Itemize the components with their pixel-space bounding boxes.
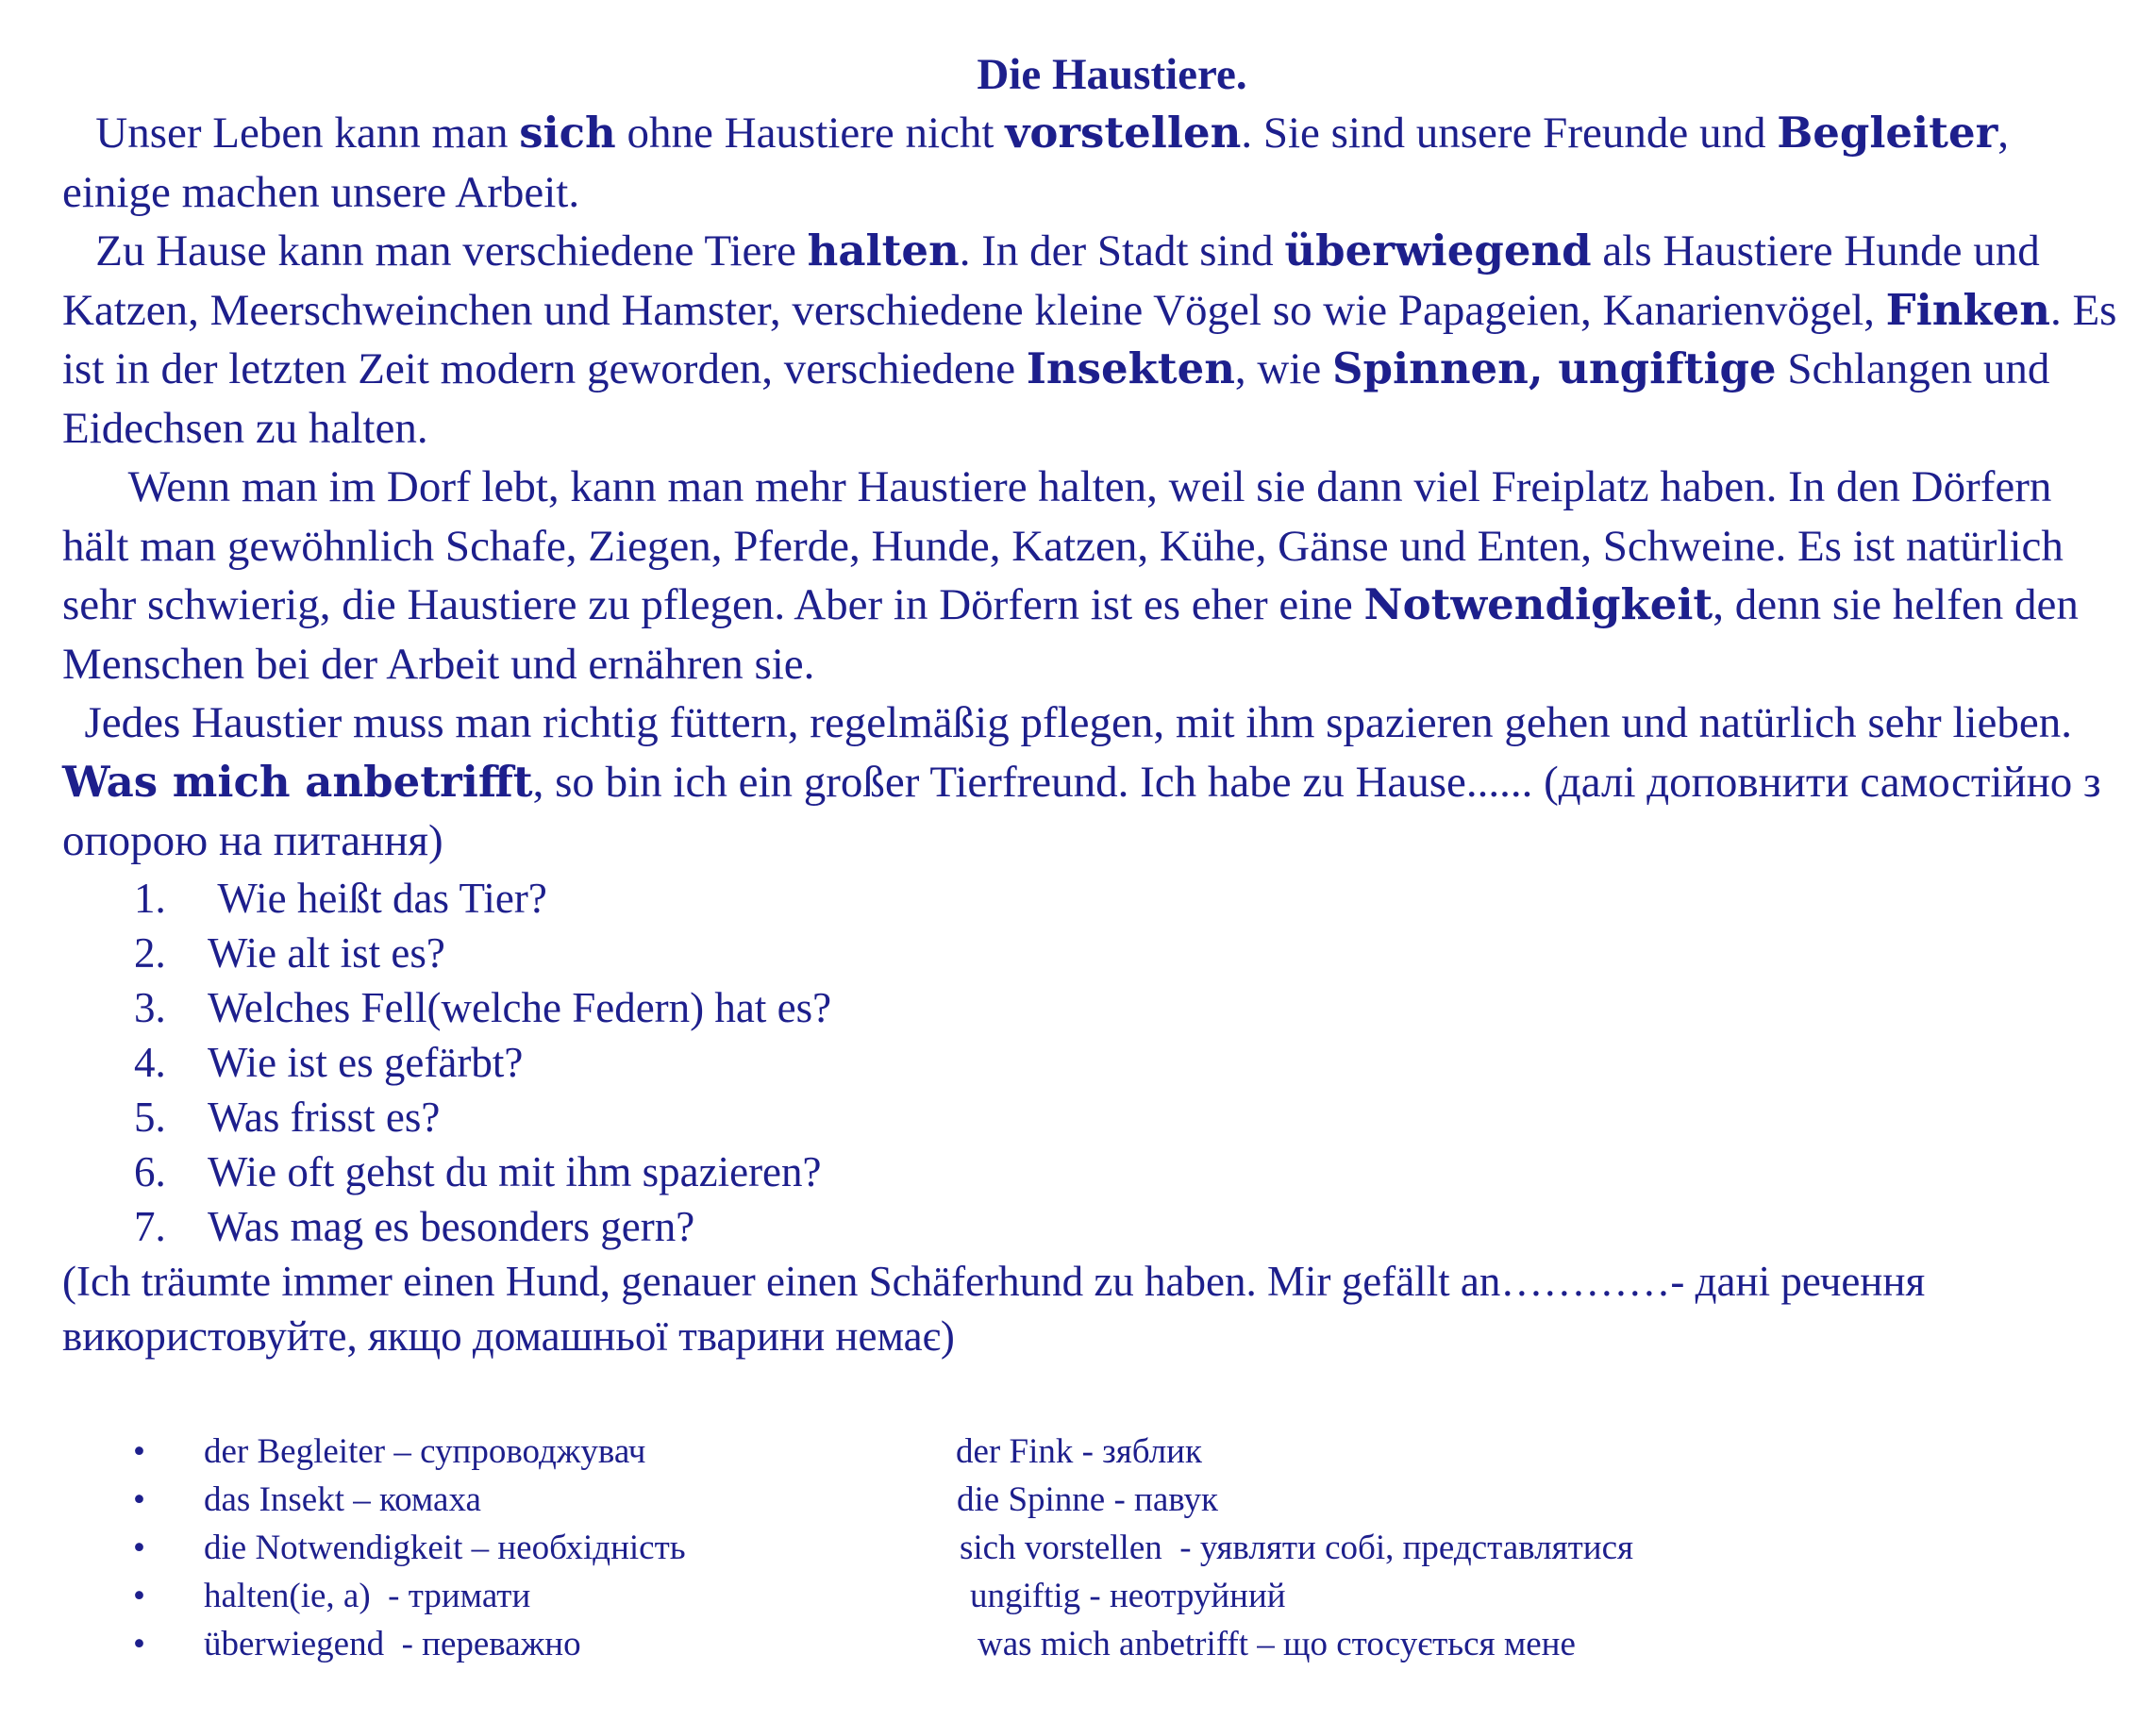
vocabulary-term-left: überwiegend - переважно: [204, 1624, 581, 1663]
text-run: , so bin ich ein großer Tierfreund. Ich habe zu Hause...... (далі доповнити самостійно з опорою на питання): [62, 757, 2101, 865]
question-number: 5.: [134, 1093, 166, 1141]
question-number: 2.: [134, 928, 166, 977]
vocabulary-row: [62, 1428, 2124, 1476]
vocabulary-list: [62, 1428, 2124, 1668]
question-text: Welches Fell(welche Federn) hat es?: [208, 983, 832, 1031]
bold-term: Spinnen, ungiftige: [1332, 343, 1777, 393]
question-text: Wie ist es gefärbt?: [208, 1038, 524, 1086]
vocabulary-term-right: die Spinne - павук: [957, 1479, 1218, 1519]
vocabulary-term-left: das Insekt – комаха: [204, 1479, 481, 1519]
bold-term: Begleiter: [1777, 108, 1998, 158]
question-text: Wie alt ist es?: [208, 928, 445, 977]
text-run: . In der Stadt sind: [959, 226, 1285, 276]
bold-term: überwiegend: [1284, 226, 1592, 276]
question-item: [62, 926, 2124, 980]
bold-term: Insekten: [1026, 343, 1235, 393]
bullet-icon: •: [133, 1479, 145, 1519]
bullet-icon: •: [133, 1576, 145, 1615]
text-run: Unser Leben kann man: [95, 109, 520, 158]
paragraph-indent: [62, 698, 85, 747]
paragraph-indent: [62, 226, 95, 276]
text-run: , wie: [1234, 344, 1333, 393]
vocabulary-term-right: ungiftig - неотруйний: [970, 1576, 1286, 1615]
vocabulary-row: [62, 1620, 2124, 1668]
bullet-icon: •: [133, 1431, 145, 1471]
bold-term: Finken: [1885, 284, 2050, 335]
paragraph-3: [62, 458, 2124, 693]
question-list: [62, 871, 2124, 1254]
question-number: 3.: [134, 983, 166, 1031]
vocabulary-term-left: der Begleiter – супроводжувач: [204, 1431, 646, 1471]
question-number: 4.: [134, 1038, 166, 1086]
text-run: . Sie sind unsere Freunde und: [1241, 109, 1778, 158]
vocabulary-row: [62, 1476, 2124, 1524]
question-text: Wie oft gehst du mit ihm spazieren?: [208, 1147, 822, 1195]
body-text: [62, 104, 2124, 871]
vocabulary-row: [62, 1524, 2124, 1572]
document-page: [62, 45, 2124, 1668]
note-paragraph: (Ich träumte immer einen Hund, genauer einen Schäferhund zu haben. Mir gefällt an…………- дані речення використовуйте, якщо домашньої тварини немає): [62, 1257, 1926, 1360]
bullet-icon: •: [133, 1528, 145, 1567]
question-text: Wie heißt das Tier?: [208, 874, 547, 922]
paragraph-2: [62, 222, 2124, 458]
vocabulary-term-right: was mich anbetrifft – що стосується мене: [978, 1624, 1576, 1663]
bold-term: Was mich anbetrifft: [62, 756, 533, 807]
text-run: Zu Hause kann man verschiedene Tiere: [95, 226, 808, 276]
bold-term: sich: [519, 108, 616, 158]
bullet-icon: •: [133, 1624, 145, 1663]
question-number: 1.: [134, 874, 166, 922]
question-item: [62, 1035, 2124, 1090]
paragraph-4: [62, 693, 2124, 871]
question-number: 6.: [134, 1147, 166, 1195]
question-text: Was frisst es?: [208, 1093, 441, 1141]
question-item: [62, 1145, 2124, 1199]
paragraph-indent: [62, 109, 95, 158]
text-run: Schlangen und Eidechsen zu halten.: [62, 344, 2050, 453]
question-item: [62, 871, 2124, 926]
text-run: , einige machen unsere Arbeit.: [62, 109, 2010, 217]
document-title: Die Haustiere.: [977, 50, 1247, 99]
vocabulary-term-left: halten(ie, a) - тримати: [204, 1576, 531, 1615]
text-run: Wenn man im Dorf lebt, kann man mehr Haustiere halten, weil sie dann viel Freiplatz haben. In den Dörfern hält man gewöhnlich Schafe, Ziegen, Pferde, Hunde, Katzen, Kühe, Gänse und Enten, Schweine. Es ist natürlich sehr schwierig, die Haustiere zu pflegen. Aber in Dörfern ist es eher eine: [62, 462, 2064, 629]
question-item: [62, 980, 2124, 1035]
text-run: ohne Haustiere nicht: [615, 109, 1006, 158]
vocabulary-term-right: der Fink - зяблик: [956, 1431, 1202, 1471]
question-number: 7.: [134, 1202, 166, 1250]
question-item: [62, 1199, 2124, 1254]
bold-term: vorstellen: [1005, 108, 1242, 158]
vocabulary-row: [62, 1572, 2124, 1620]
paragraph-indent: [62, 462, 128, 511]
vocabulary-term-left: die Notwendigkeit – необхідність: [204, 1528, 686, 1567]
text-run: als Haustiere Hunde und Katzen, Meerschweinchen und Hamster, verschiedene kleine Vögel so wie Papageien, Kanarienvögel,: [62, 226, 2040, 335]
vocabulary-term-right: sich vorstellen - уявляти собі, представлятися: [960, 1528, 1634, 1567]
bold-term: Notwendigkeit: [1363, 579, 1713, 629]
bold-term: halten: [807, 226, 960, 276]
text-run: , denn sie helfen den Menschen bei der Arbeit und ernähren sie.: [62, 580, 2079, 689]
text-run: . Es ist in der letzten Zeit modern geworden, verschiedene: [62, 285, 2117, 393]
text-run: Jedes Haustier muss man richtig füttern, regelmäßig pflegen, mit ihm spazieren gehen und natürlich sehr lieben.: [84, 698, 2073, 747]
paragraph-1: [62, 104, 2124, 222]
question-item: [62, 1090, 2124, 1145]
question-text: Was mag es besonders gern?: [208, 1202, 695, 1250]
